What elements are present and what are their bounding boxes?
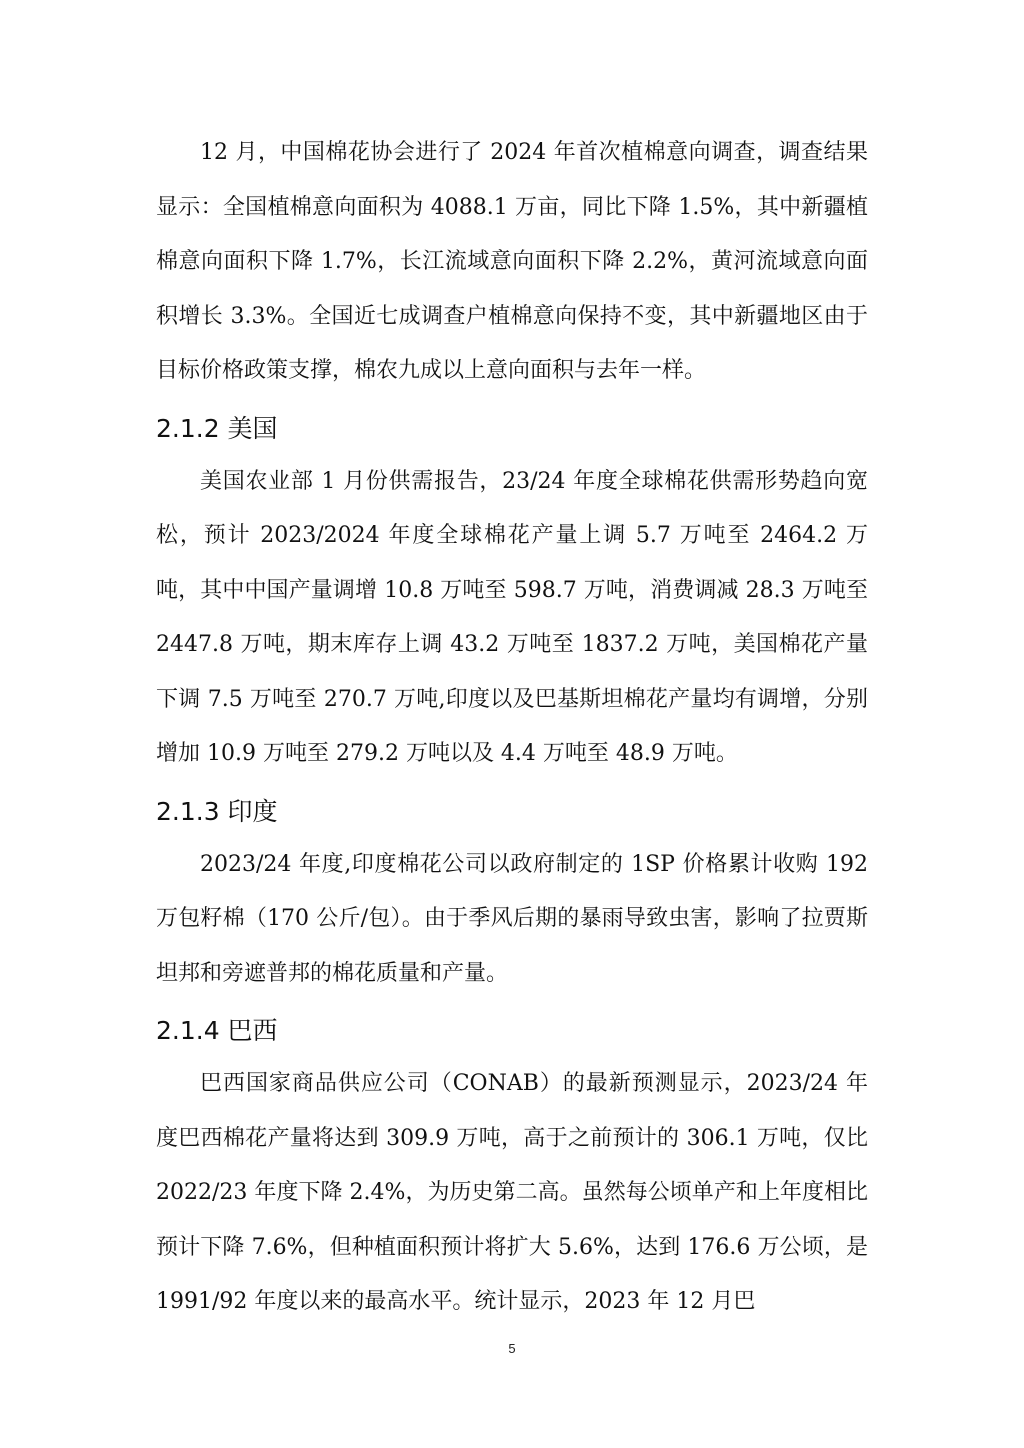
section-heading-brazil: 2.1.4 巴西	[156, 1016, 278, 1045]
document-page	[156, 126, 868, 1330]
paragraph-us-supply-demand: 美国农业部 1 月份供需报告，23/24 年度全球棉花供需形势趋向宽松，预计 2023/2024 年度全球棉花产量上调 5.7 万吨至 2464.2 万吨，其中中国产量调增 10.8 万吨至 598.7 万吨，消费调减 28.3 万吨至 2447.8 万吨，期末库存上调 43.2 万吨至 1837.2 万吨，美国棉花产量下调 7.5 万吨至 270.7 万吨,印度以及巴基斯坦棉花产量均有调增，分别增加 10.9 万吨至 279.2 万吨以及 4.4 万吨至 48.9 万吨。	[156, 468, 868, 766]
section-heading-india: 2.1.3 印度	[156, 796, 278, 826]
paragraph-china-planting-survey: 12 月，中国棉花协会进行了 2024 年首次植棉意向调查，调查结果显示：全国植棉意向面积为 4088.1 万亩，同比下降 1.5%，其中新疆植棉意向面积下降 1.7%，长江流域意向面积下降 2.2%，黄河流域意向面积增长 3.3%。全国近七成调查户植棉意向保持不变，其中新疆地区由于目标价格政策支撑，棉农九成以上意向面积与去年一样。	[156, 140, 868, 383]
paragraph-india-procurement: 2023/24 年度,印度棉花公司以政府制定的 1SP 价格累计收购 192 万包籽棉（170 公斤/包）。由于季风后期的暴雨导致虫害，影响了拉贾斯坦邦和旁遮普邦的棉花质量和产量。	[156, 851, 868, 986]
paragraph-brazil-forecast: 巴西国家商品供应公司（CONAB）的最新预测显示，2023/24 年度巴西棉花产量将达到 309.9 万吨，高于之前预计的 306.1 万吨，仅比 2022/23 年度下降 2.4%，为历史第二高。虽然每公顷单产和上年度相比预计下降 7.6%，但种植面积预计将扩大 5.6%，达到 176.6 万公顷，是 1991/92 年度以来的最高水平。统计显示，2023 年 12 月巴	[156, 1071, 868, 1314]
section-heading-us: 2.1.2 美国	[156, 413, 278, 443]
page-number: 5	[508, 1341, 516, 1356]
